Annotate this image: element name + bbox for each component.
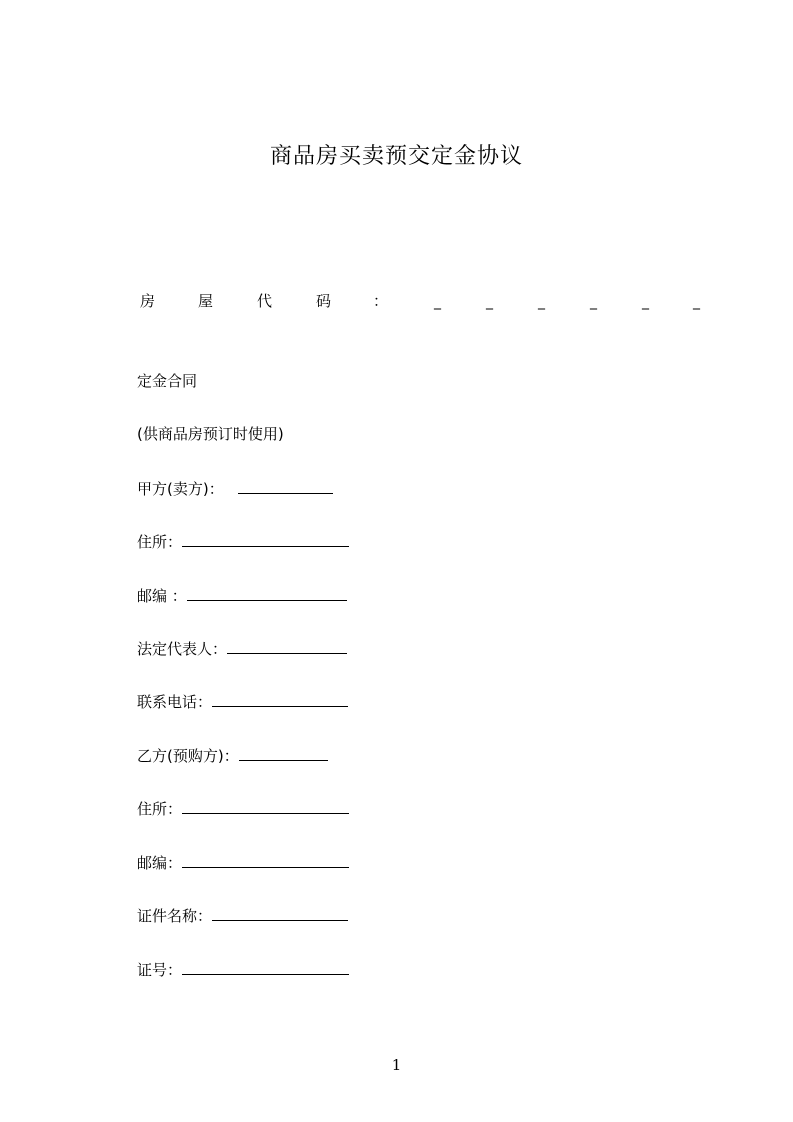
party-a-legal-rep-blank[interactable] <box>227 637 347 654</box>
house-code-blank: _ <box>434 294 441 310</box>
house-code-blank: _ <box>538 294 545 310</box>
document-title: 商品房买卖预交定金协议 <box>269 144 523 169</box>
party-a-postcode-blank[interactable] <box>187 584 347 601</box>
party-a-phone-field <box>137 690 348 713</box>
party-b-address-field <box>137 797 349 820</box>
party-a-postcode-field <box>137 584 347 607</box>
party-a-phone-label: 联系电话： <box>137 693 213 711</box>
house-code-blank: _ <box>590 294 597 310</box>
usage-note: (供商品房预订时使用) <box>137 425 284 443</box>
party-b-postcode-label: 邮编： <box>137 854 183 872</box>
party-b-id-number-blank[interactable] <box>182 958 349 975</box>
party-a-legal-rep-label: 法定代表人： <box>137 640 228 658</box>
house-code-blank: _ <box>642 294 649 310</box>
party-b-label: 乙方(预购方)： <box>137 747 239 765</box>
party-a-label: 甲方(卖方)： <box>137 480 224 498</box>
house-code-blank: _ <box>693 294 700 310</box>
party-b-id-type-label: 证件名称： <box>137 907 213 925</box>
party-b-id-type-blank[interactable] <box>212 904 348 921</box>
party-b-address-label: 住所： <box>137 800 183 818</box>
house-code-char: 房 <box>140 292 156 310</box>
party-a-blank[interactable] <box>238 477 333 494</box>
page-number: 1 <box>391 1056 402 1074</box>
party-a-phone-blank[interactable] <box>212 690 348 707</box>
party-b-id-type-field <box>137 904 348 927</box>
party-a-postcode-label: 邮编 ： <box>137 587 187 605</box>
contract-name: 定金合同 <box>137 372 198 390</box>
party-b-id-number-field <box>137 958 349 981</box>
house-code-char: 代 <box>257 292 273 310</box>
party-a-address-label: 住所： <box>137 533 183 551</box>
party-b-address-blank[interactable] <box>182 797 349 814</box>
party-a-address-field <box>137 530 349 553</box>
party-b-blank[interactable] <box>239 744 328 761</box>
party-b-field <box>137 744 328 767</box>
house-code-colon: ： <box>373 292 389 310</box>
house-code-char: 码 <box>316 292 332 310</box>
house-code-blank: _ <box>486 294 493 310</box>
party-b-postcode-field <box>137 851 349 874</box>
house-code-char: 屋 <box>198 292 214 310</box>
house-code-row <box>137 290 707 314</box>
party-a-address-blank[interactable] <box>182 530 349 547</box>
party-b-id-number-label: 证号： <box>137 961 183 979</box>
party-a-field <box>137 477 333 500</box>
party-b-postcode-blank[interactable] <box>182 851 349 868</box>
party-a-legal-rep-field <box>137 637 347 660</box>
